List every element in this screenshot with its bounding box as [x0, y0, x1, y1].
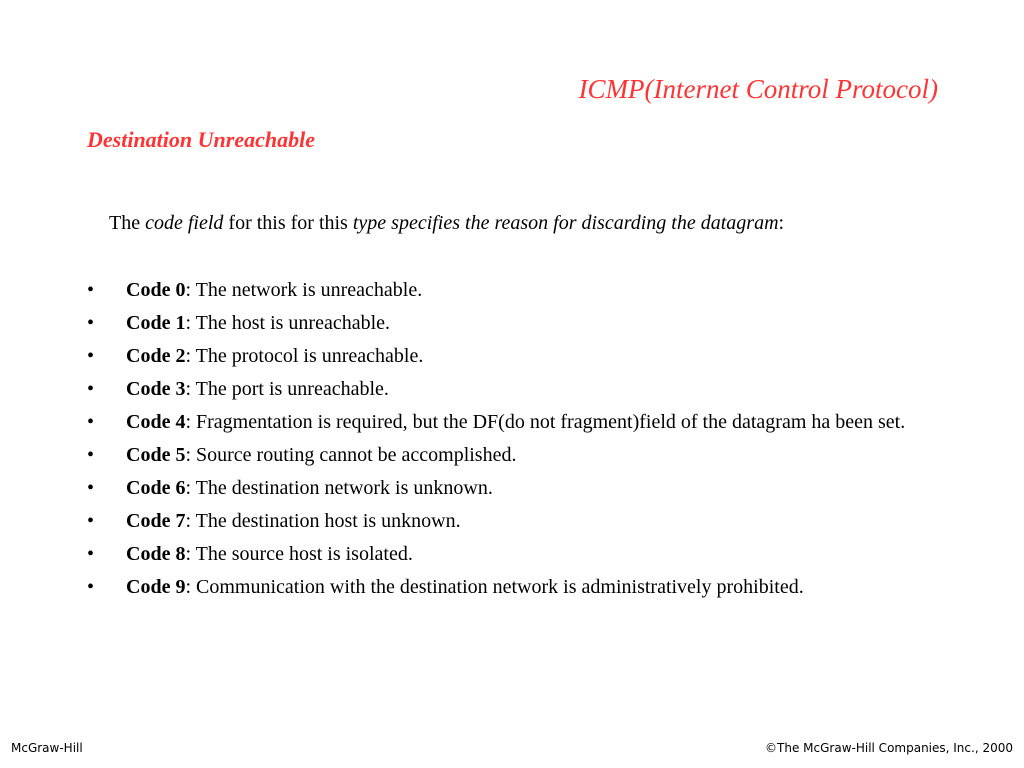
code-label: Code 4 — [126, 411, 186, 433]
code-label: Code 5 — [126, 444, 186, 466]
bullet-icon: • — [87, 279, 95, 301]
code-description: : Source routing cannot be accomplished. — [185, 444, 517, 466]
code-description: : The destination network is unknown. — [185, 477, 493, 499]
code-description: : The host is unreachable. — [185, 312, 391, 334]
intro-text-3: for this for this — [223, 212, 353, 234]
code-label: Code 2 — [126, 345, 186, 367]
code-item-0 — [87, 277, 937, 303]
code-item-6 — [87, 475, 937, 501]
intro-text-2: code field — [145, 212, 224, 234]
code-item-8 — [87, 541, 937, 567]
code-item-3 — [87, 376, 937, 402]
intro-text-1: The — [109, 212, 146, 234]
code-label: Code 3 — [126, 378, 186, 400]
code-label: Code 8 — [126, 543, 186, 565]
code-description: : The protocol is unreachable. — [185, 345, 424, 367]
code-item-1 — [87, 310, 937, 336]
code-label: Code 9 — [126, 576, 186, 598]
code-description: : Communication with the destination network is administratively prohibited. — [185, 576, 804, 598]
code-label: Code 1 — [126, 312, 186, 334]
code-item-5 — [87, 442, 937, 468]
bullet-icon: • — [87, 510, 95, 532]
code-label: Code 6 — [126, 477, 186, 499]
bullet-icon: • — [87, 543, 95, 565]
code-item-2 — [87, 343, 937, 369]
bullet-icon: • — [87, 378, 95, 400]
code-description: : The port is unreachable. — [185, 378, 389, 400]
intro-text-5: : — [778, 212, 785, 234]
slide-title: ICMP(Internet Control Protocol) — [578, 74, 938, 104]
code-item-9 — [87, 574, 937, 600]
footer-publisher: McGraw-Hill — [11, 741, 83, 755]
bullet-icon: • — [87, 411, 95, 433]
code-description: : The network is unreachable. — [185, 279, 423, 301]
slide-subtitle: Destination Unreachable — [87, 127, 315, 152]
intro-text-4: type specifies the reason for discarding the datagram — [352, 212, 779, 234]
code-description: : Fragmentation is required, but the DF(do not fragment)field of the datagram ha been set. — [185, 411, 906, 433]
footer-copyright: ©The McGraw-Hill Companies, Inc., 2000 — [765, 741, 1013, 755]
bullet-icon: • — [87, 444, 95, 466]
code-label: Code 7 — [126, 510, 186, 532]
intro-paragraph — [109, 212, 784, 235]
code-item-4 — [87, 409, 937, 435]
bullet-icon: • — [87, 576, 95, 598]
bullet-icon: • — [87, 477, 95, 499]
bullet-icon: • — [87, 312, 95, 334]
code-description: : The source host is isolated. — [185, 543, 413, 565]
code-item-7 — [87, 508, 937, 534]
bullet-icon: • — [87, 345, 95, 367]
code-description: : The destination host is unknown. — [185, 510, 461, 532]
code-list — [87, 277, 937, 607]
code-label: Code 0 — [126, 279, 186, 301]
